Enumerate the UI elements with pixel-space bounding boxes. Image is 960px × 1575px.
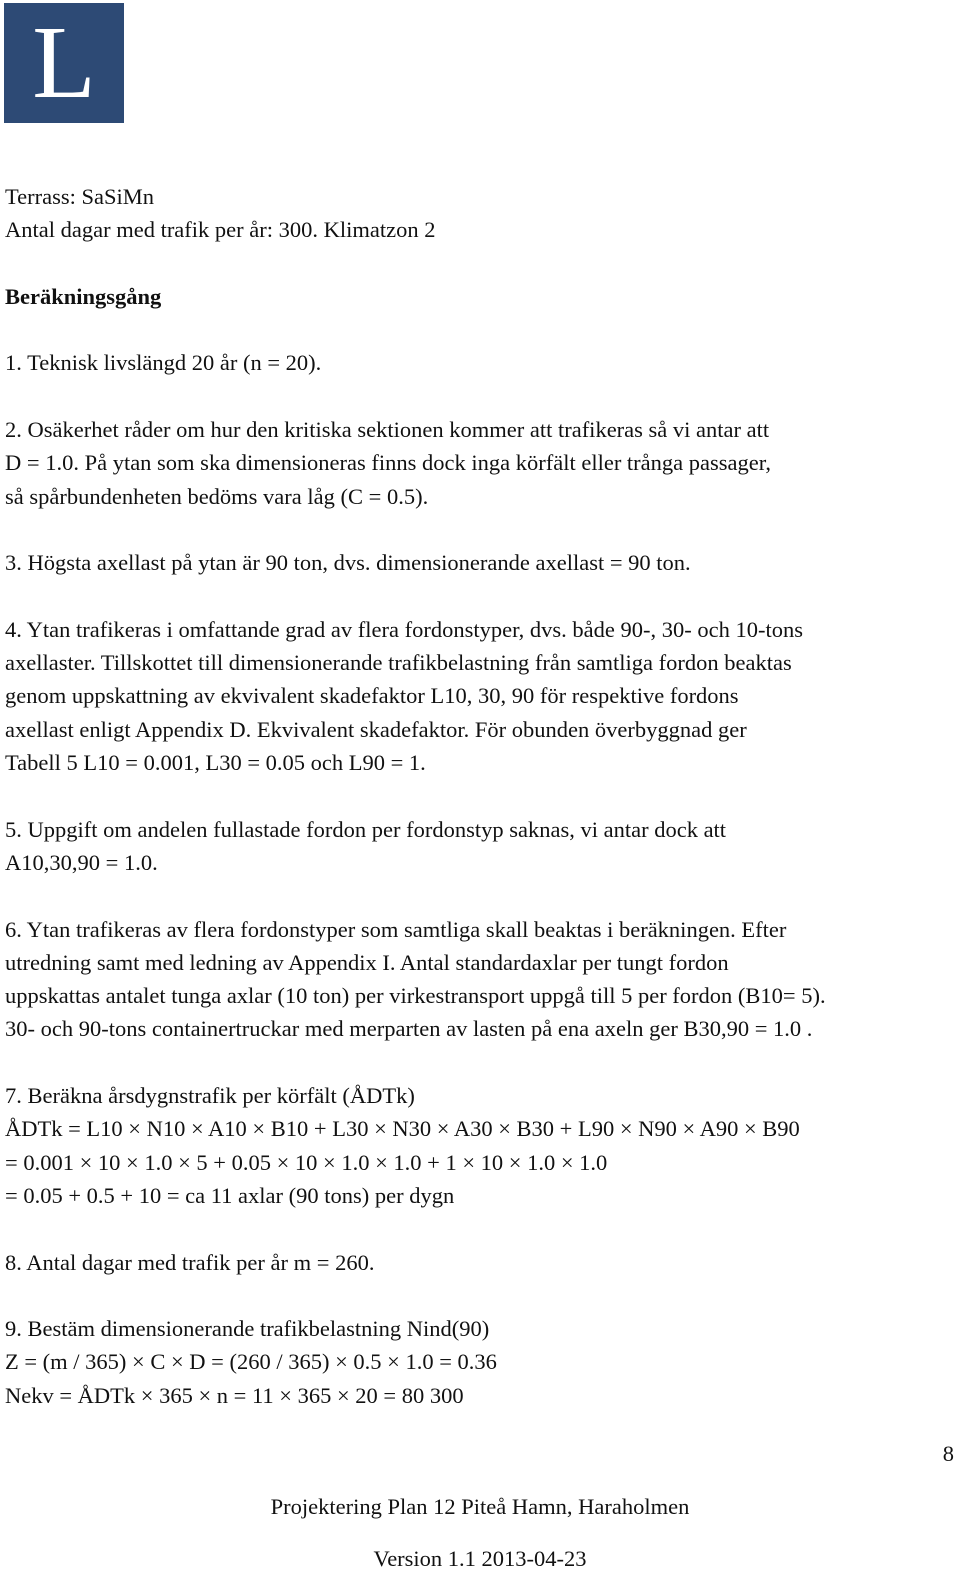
- intro-block: [5, 180, 955, 247]
- step-line: 3. Högsta axellast på ytan är 90 ton, dvs. dimensionerande axellast = 90 ton.: [5, 550, 691, 576]
- step-4: [5, 613, 955, 779]
- formula-line: ÅDTk = L10 × N10 × A10 × B10 + L30 × N30 × A30 × B30 + L90 × N90 × A90 × B90: [5, 1116, 800, 1142]
- step-1: [5, 346, 955, 379]
- page-number: 8: [942, 1441, 954, 1466]
- step-line: axellast enligt Appendix D. Ekvivalent skadefaktor. För obunden överbyggnad ger: [5, 716, 747, 742]
- formula-line: = 0.001 × 10 × 1.0 × 5 + 0.05 × 10 × 1.0 × 1.0 + 1 × 10 × 1.0 × 1.0: [5, 1149, 608, 1175]
- step-line: 4. Ytan trafikeras i omfattande grad av flera fordonstyper, dvs. både 90-, 30- och 10-tons: [5, 616, 804, 642]
- formula-line: Nekv = ÅDTk × 365 × n = 11 × 365 × 20 = 80 300: [5, 1382, 464, 1408]
- step-6: [5, 913, 955, 1046]
- step-line: utredning samt med ledning av Appendix I. Antal standardaxlar per tungt fordon: [5, 949, 729, 975]
- step-line: Tabell 5 L10 = 0.001, L30 = 0.05 och L90 = 1.: [5, 750, 426, 776]
- step-7: [5, 1079, 955, 1212]
- step-8: [5, 1246, 955, 1279]
- step-9: [5, 1312, 955, 1412]
- step-line: 2. Osäkerhet råder om hur den kritiska sektionen kommer att trafikeras så vi antar att: [5, 417, 770, 443]
- step-3: [5, 546, 955, 579]
- step-2: [5, 413, 955, 513]
- traffic-days-line: Antal dagar med trafik per år: 300. Klimatzon 2: [5, 217, 436, 243]
- step-line: uppskattas antalet tunga axlar (10 ton) per virkestransport uppgå till 5 per fordon (B10= 5).: [5, 983, 826, 1009]
- step-line: så spårbundenheten bedöms vara låg (C = 0.5).: [5, 483, 429, 509]
- step-line: axellaster. Tillskottet till dimensionerande trafikbelastning från samtliga fordon beaktas: [5, 650, 792, 676]
- step-line: 7. Beräkna årsdygnstrafik per körfält (ÅDTk): [5, 1083, 415, 1109]
- document-body: [5, 180, 955, 1445]
- section-heading-block: [5, 280, 955, 313]
- section-heading: Beräkningsgång: [5, 283, 162, 309]
- company-logo: [4, 3, 124, 123]
- step-line: genom uppskattning av ekvivalent skadefaktor L10, 30, 90 för respektive fordons: [5, 683, 739, 709]
- footer-version: Version 1.1 2013-04-23: [373, 1546, 587, 1571]
- step-line: 30- och 90-tons containertruckar med merparten av lasten på ena axeln ger B30,90 = 1.0 .: [5, 1016, 813, 1042]
- step-line: 8. Antal dagar med trafik per år m = 260.: [5, 1249, 375, 1275]
- step-line: A10,30,90 = 1.0.: [5, 849, 158, 875]
- step-line: 9. Bestäm dimensionerande trafikbelastning Nind(90): [5, 1316, 490, 1342]
- formula-line: = 0.05 + 0.5 + 10 = ca 11 axlar (90 tons) per dygn: [5, 1182, 455, 1208]
- formula-line: Z = (m / 365) × C × D = (260 / 365) × 0.5 × 1.0 = 0.36: [5, 1349, 497, 1375]
- footer-project-title: Projektering Plan 12 Piteå Hamn, Haraholmen: [270, 1494, 690, 1519]
- step-5: [5, 813, 955, 880]
- terrace-line: Terrass: SaSiMn: [5, 184, 155, 209]
- step-line: D = 1.0. På ytan som ska dimensioneras finns dock inga körfält eller trånga passager,: [5, 450, 771, 476]
- step-line: 5. Uppgift om andelen fullastade fordon per fordonstyp saknas, vi antar dock att: [5, 816, 727, 842]
- step-line: 6. Ytan trafikeras av flera fordonstyper som samtliga skall beaktas i beräkningen. Efter: [5, 916, 787, 942]
- logo-letter: L: [32, 5, 96, 120]
- step-line: 1. Teknisk livslängd 20 år (n = 20).: [5, 350, 322, 376]
